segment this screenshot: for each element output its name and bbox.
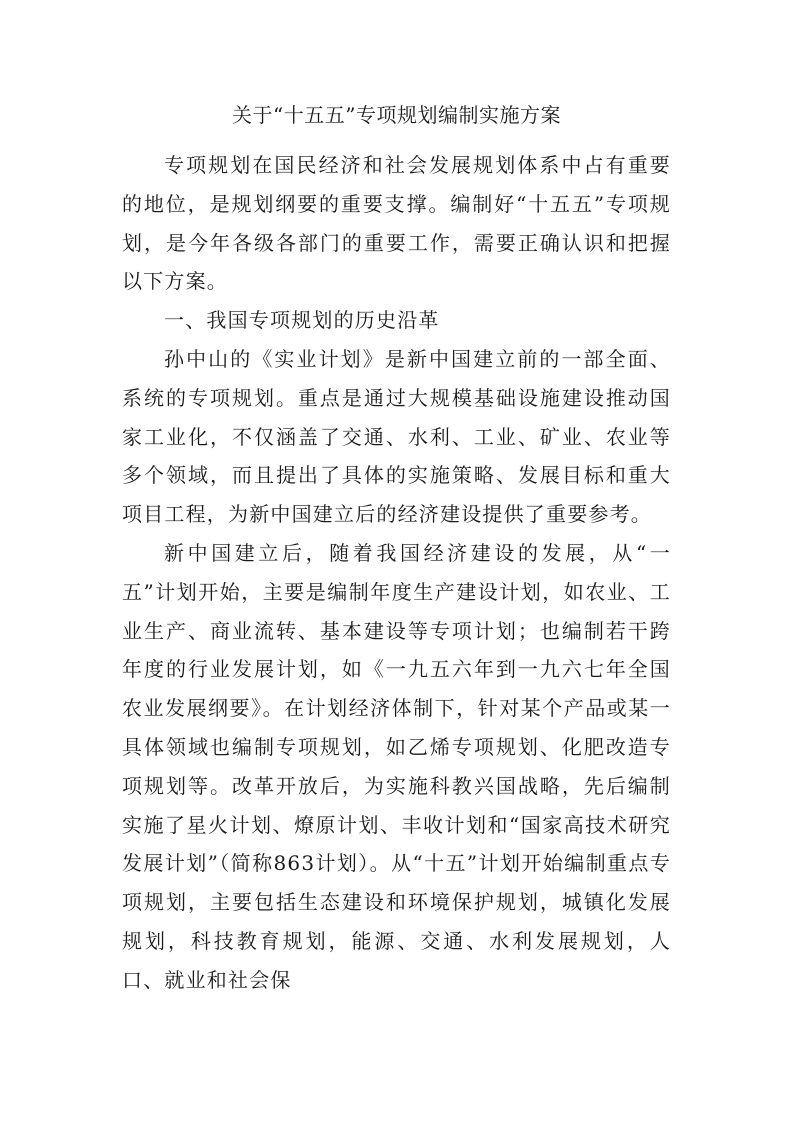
section-heading: 一、我国专项规划的历史沿革 (164, 308, 440, 333)
intro-paragraph: 专项规划在国民经济和社会发展规划体系中占有重要的地位，是规划纲要的重要支撑。编制好“十五五”专项规划，是今年各级各部门的重要工作，需要正确认识和把握以下方案。 (122, 153, 671, 294)
document-body (122, 146, 671, 1000)
paragraph-sun-yat-sen-plan: 孙中山的《实业计划》是新中国建立前的一部全面、系统的专项规划。重点是通过大规模基础设施建设推动国家工业化，不仅涵盖了交通、水利、工业、矿业、农业等多个领域，而且提出了具体的实施策略、发展目标和重大项目工程，为新中国建立后的经济建设提供了重要参考。 (122, 346, 671, 527)
paragraph-prc-history: 新中国建立后，随着我国经济建设的发展，从“一五”计划开始，主要是编制年度生产建设计划，如农业、工业生产、商业流转、基本建设等专项计划；也编制若干跨年度的行业发展计划，如《一九五六年到一九六七年全国农业发展纲要》。在计划经济体制下，针对某个产品或某一具体领域也编制专项规划，如乙烯专项规划、化肥改造专项规划等。改革开放后，为实施科教兴国战略，先后编制实施了星火计划、燎原计划、丰收计划和“国家高技术研究发展计划”（简称863计划）。从“十五”计划开始编制重点专项规划，主要包括生态建设和环境保护规划，城镇化发展规划，科技教育规划，能源、交通、水利发展规划，人口、就业和社会保 (122, 540, 671, 992)
document-title: 关于“十五五”专项规划编制实施方案 (232, 103, 561, 127)
